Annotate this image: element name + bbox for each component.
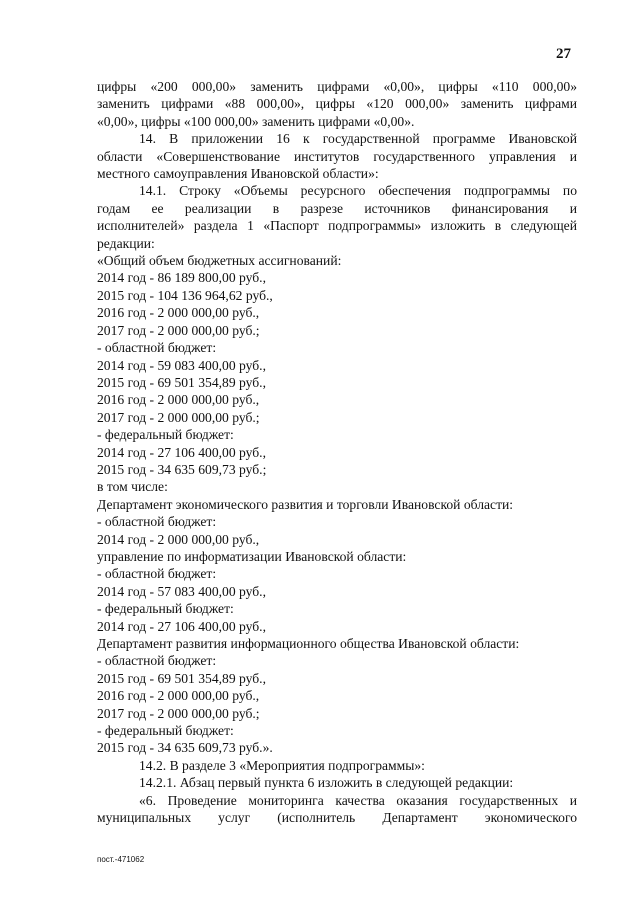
text-line: 2016 год - 2 000 000,00 руб., xyxy=(97,688,260,704)
text-line: 2014 год - 57 083 400,00 руб., xyxy=(97,583,266,599)
document-body xyxy=(97,78,577,826)
text-line: 2014 год - 59 083 400,00 руб., xyxy=(97,357,266,373)
text-line: годам ее реализации в разрезе источников финансирования и xyxy=(97,200,577,216)
text-line: 14.1. Строку «Объемы ресурсного обеспечения подпрограммы по xyxy=(139,183,577,199)
text-line: 2014 год - 27 106 400,00 руб., xyxy=(97,618,266,634)
document-footer-code: пост.-471062 xyxy=(97,855,145,864)
text-line: 2015 год - 69 501 354,89 руб., xyxy=(97,670,266,686)
text-line: 2015 год - 69 501 354,89 руб., xyxy=(97,374,266,390)
text-line: Департамент развития информационного общества Ивановской области: xyxy=(97,636,520,651)
text-line: местного самоуправления Ивановской области»: xyxy=(97,166,379,182)
text-line: 2015 год - 34 635 609,73 руб.; xyxy=(97,461,267,477)
text-line: 2017 год - 2 000 000,00 руб.; xyxy=(97,705,260,721)
text-line: 14. В приложении 16 к государственной программе Ивановской xyxy=(139,131,577,147)
text-line: - областной бюджет: xyxy=(97,653,217,669)
text-line: редакции: xyxy=(97,235,155,251)
text-line: муниципальных услуг (исполнитель Департамент экономического xyxy=(97,810,577,826)
text-line: - областной бюджет: xyxy=(97,566,217,582)
text-line: - областной бюджет: xyxy=(97,514,217,530)
text-line: - федеральный бюджет: xyxy=(97,427,234,443)
text-line: в том числе: xyxy=(97,479,168,495)
text-line: заменить цифрами «88 000,00», цифры «120 000,00» заменить цифрами xyxy=(97,96,577,112)
text-line: 2016 год - 2 000 000,00 руб., xyxy=(97,392,260,408)
text-line: 14.2.1. Абзац первый пункта 6 изложить в следующей редакции: xyxy=(139,775,514,791)
text-line: - федеральный бюджет: xyxy=(97,723,234,739)
text-line: 2014 год - 27 106 400,00 руб., xyxy=(97,444,266,460)
text-line: «6. Проведение мониторинга качества оказания государственных и xyxy=(139,792,577,808)
text-line: цифры «200 000,00» заменить цифрами «0,00», цифры «110 000,00» xyxy=(97,79,577,94)
text-line: исполнителей» раздела 1 «Паспорт подпрограммы» изложить в следующей xyxy=(97,218,577,234)
text-line: 2015 год - 34 635 609,73 руб.». xyxy=(97,740,273,756)
text-line: - федеральный бюджет: xyxy=(97,601,234,617)
page-number: 27 xyxy=(556,46,571,62)
text-line: 2014 год - 2 000 000,00 руб., xyxy=(97,531,260,547)
text-line: 2016 год - 2 000 000,00 руб., xyxy=(97,305,260,321)
text-line: управление по информатизации Ивановской области: xyxy=(97,548,407,564)
text-line: 2014 год - 86 189 800,00 руб., xyxy=(97,270,266,286)
text-line: Департамент экономического развития и торговли Ивановской области: xyxy=(97,496,514,512)
text-line: области «Совершенствование институтов государственного управления и xyxy=(97,148,577,164)
text-line: - областной бюджет: xyxy=(97,340,217,356)
text-line: «Общий объем бюджетных ассигнований: xyxy=(97,253,342,269)
text-line: 2015 год - 104 136 964,62 руб., xyxy=(97,287,273,303)
text-line: «0,00», цифры «100 000,00» заменить цифрами «0,00». xyxy=(97,113,415,129)
text-line: 2017 год - 2 000 000,00 руб.; xyxy=(97,322,260,338)
text-line: 14.2. В разделе 3 «Мероприятия подпрограммы»: xyxy=(139,757,425,773)
text-line: 2017 год - 2 000 000,00 руб.; xyxy=(97,409,260,425)
